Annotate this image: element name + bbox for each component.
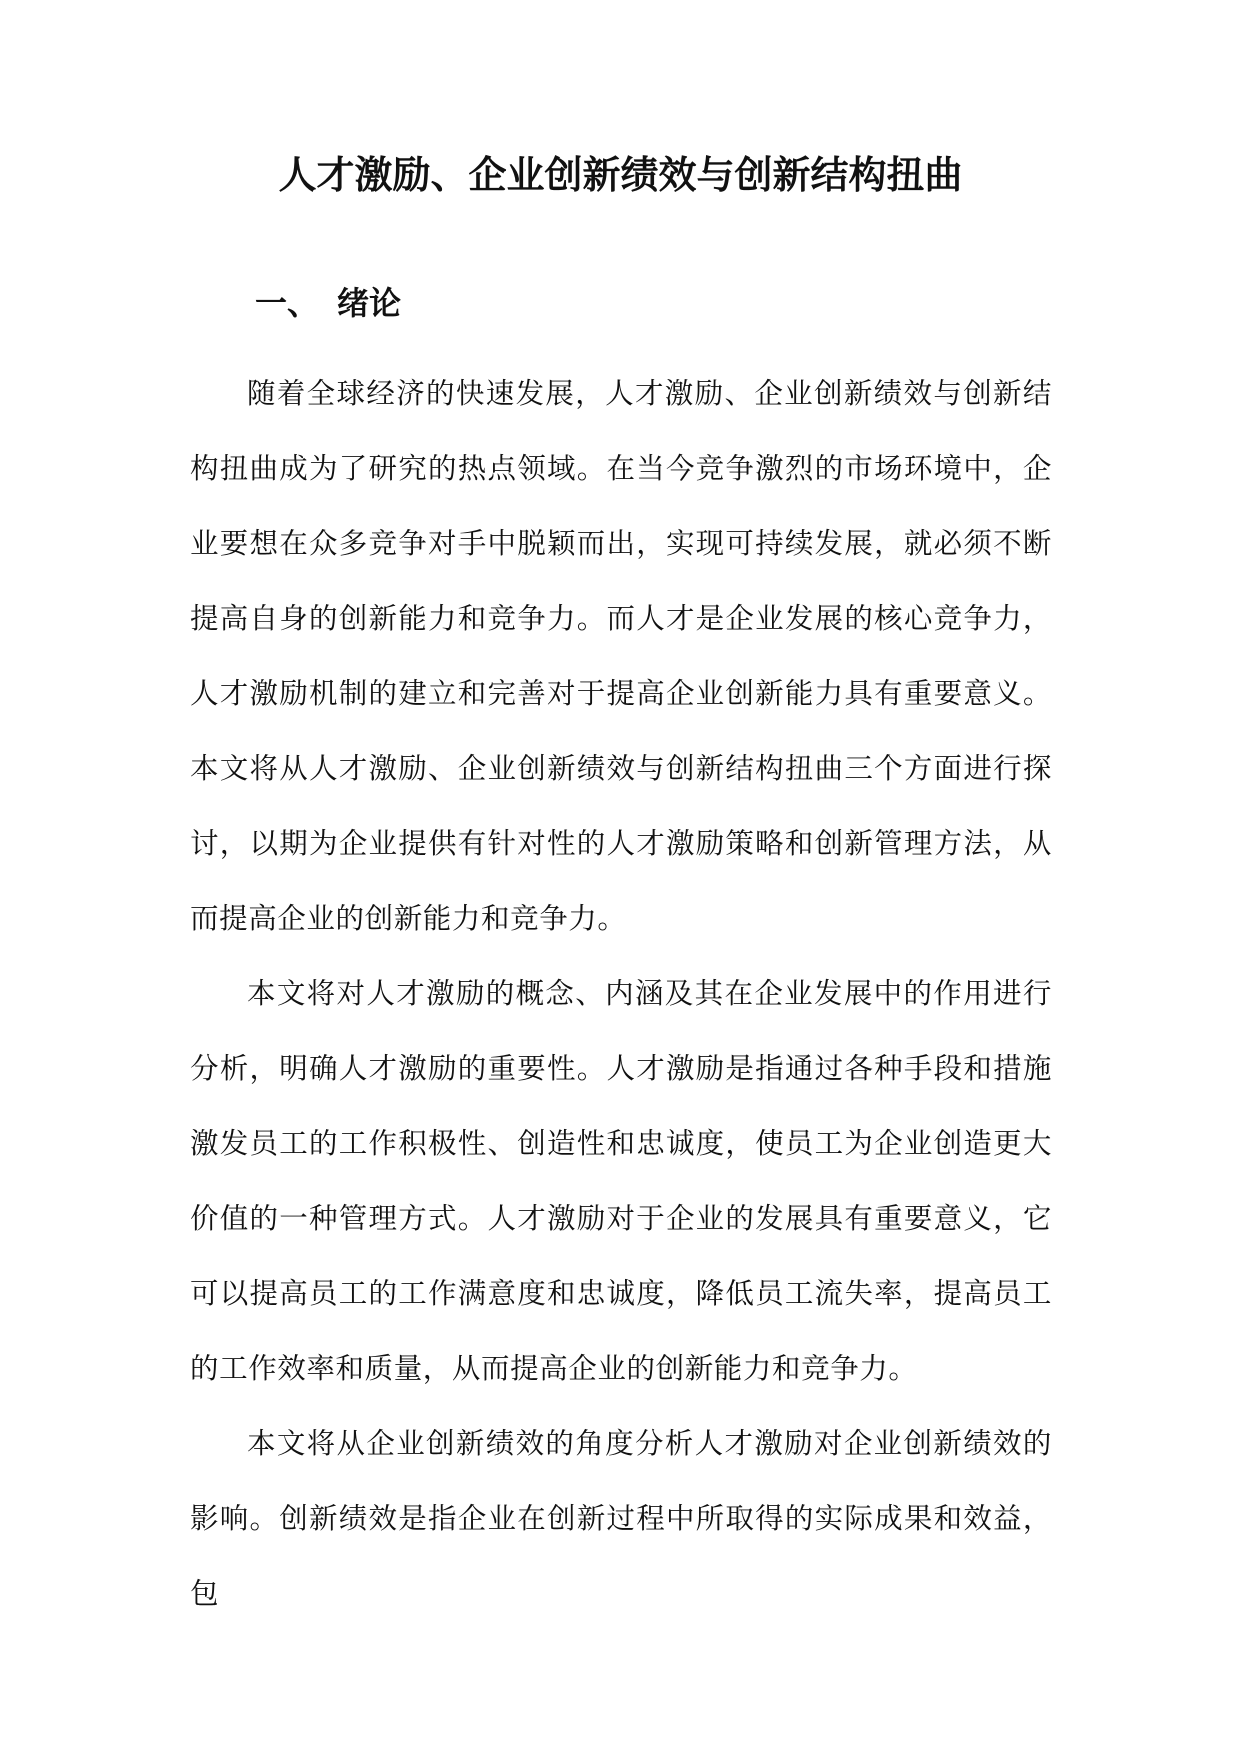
section-heading — [255, 278, 401, 328]
section-title: 绪论 — [337, 284, 402, 322]
body-text — [190, 356, 1052, 1631]
paragraph: 本文将对人才激励的概念、内涵及其在企业发展中的作用进行分析，明确人才激励的重要性。人才激励是指通过各种手段和措施激发员工的工作积极性、创造性和忠诚度，使员工为企业创造更大价值的一种管理方式。人才激励对于企业的发展具有重要意义，它可以提高员工的工作满意度和忠诚度，降低员工流失率，提高员工的工作效率和质量，从而提高企业的创新能力和竞争力。 — [190, 977, 1052, 1385]
document-title: 人才激励、企业创新绩效与创新结构扭曲 — [278, 152, 963, 197]
paragraph: 随着全球经济的快速发展，人才激励、企业创新绩效与创新结构扭曲成为了研究的热点领域。在当今竞争激烈的市场环境中，企业要想在众多竞争对手中脱颖而出，实现可持续发展，就必须不断提高自身的创新能力和竞争力。而人才是企业发展的核心竞争力，人才激励机制的建立和完善对于提高企业创新能力具有重要意义。本文将从人才激励、企业创新绩效与创新结构扭曲三个方面进行探讨，以期为企业提供有针对性的人才激励策略和创新管理方法，从而提高企业的创新能力和竞争力。 — [190, 377, 1052, 935]
paragraph: 本文将从企业创新绩效的角度分析人才激励对企业创新绩效的影响。创新绩效是指企业在创新过程中所取得的实际成果和效益，包 — [190, 1427, 1052, 1610]
section-number: 一、 — [255, 284, 320, 322]
